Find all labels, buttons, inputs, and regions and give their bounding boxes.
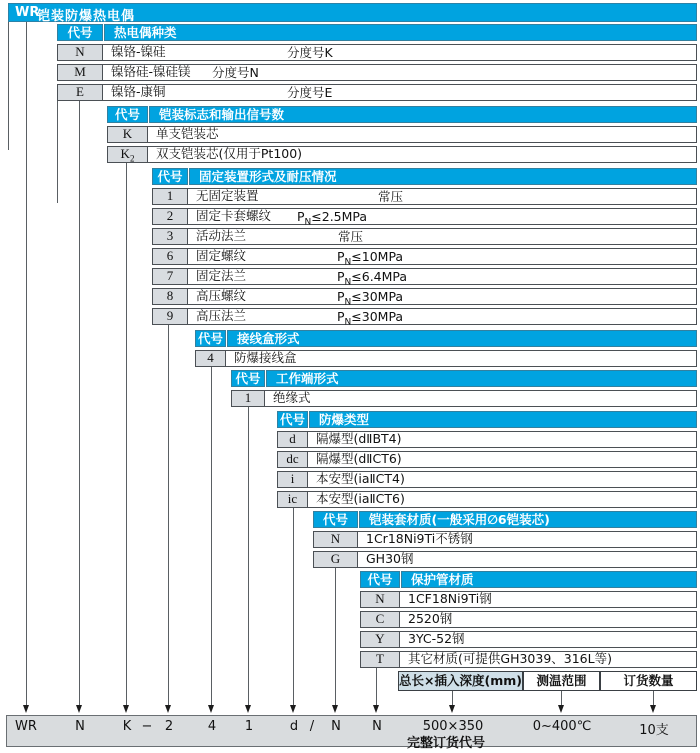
- connector-line: [248, 407, 249, 705]
- description-text: 镍铬-镍硅: [111, 44, 166, 59]
- description-text: 固定螺纹: [196, 248, 247, 263]
- code-cell: T: [360, 651, 400, 668]
- chart-header-band: [8, 3, 697, 22]
- description-text: 绝缘式: [273, 390, 311, 405]
- table-title: 保护管材质: [401, 571, 697, 588]
- code-cell: E: [57, 84, 103, 101]
- description-text: 镍铬-康铜: [111, 84, 166, 99]
- pressure-or-grade-note: $P_N\le 10MPa$: [337, 249, 404, 268]
- code-cell: 8: [152, 288, 188, 305]
- pressure-or-grade-note: $P_N\le 6.4MPa$: [337, 269, 408, 288]
- description-cell: [307, 491, 697, 508]
- description-text: 隔爆型(dⅡCT6): [316, 451, 402, 466]
- code-column-header: 代号: [195, 330, 226, 347]
- arrowhead-icon: [23, 705, 29, 713]
- connector-line: [452, 691, 453, 705]
- code-cell: 9: [152, 308, 188, 325]
- code-column-header: 代号: [152, 168, 188, 185]
- order-code-value: 0~400℃: [532, 719, 592, 734]
- connector-line: [293, 508, 294, 705]
- code-cell: 1: [152, 188, 188, 205]
- description-cell: [102, 44, 697, 61]
- order-code-value: 500×350: [422, 719, 484, 734]
- description-cell: [187, 208, 697, 228]
- code-cell: 6: [152, 248, 188, 265]
- code-cell: N: [57, 44, 103, 61]
- description-text: 1Cr18Ni9Ti不锈钢: [366, 531, 473, 546]
- order-code-value: N: [75, 719, 85, 734]
- description-cell: [264, 390, 697, 407]
- order-code-value: K: [122, 719, 132, 734]
- code-column-header: 代号: [360, 571, 400, 588]
- description-cell: [399, 591, 697, 608]
- pressure-or-grade-note: 常压: [378, 189, 404, 204]
- model-prefix: WR: [15, 5, 40, 20]
- code-column-header: 代号: [277, 411, 308, 428]
- pressure-or-grade-note: $P_N\le 30MPa$: [337, 309, 404, 328]
- pressure-or-grade-note: 分度号E: [287, 85, 333, 100]
- order-code-value: 1: [244, 719, 254, 734]
- pressure-or-grade-note: 常压: [338, 229, 364, 244]
- order-code-value: 10支: [639, 723, 669, 738]
- description-text: 双支铠装芯(仅用于Pt100): [156, 146, 303, 161]
- order-code-value: −: [141, 719, 153, 734]
- description-text: 其它材质(可提供GH3039、316L等): [408, 651, 612, 666]
- description-cell: [357, 531, 697, 548]
- description-text: 固定法兰: [196, 268, 247, 283]
- description-text: 活动法兰: [196, 228, 247, 243]
- table-title: 热电偶种类: [104, 24, 697, 41]
- order-example-row: [6, 715, 697, 751]
- connector-line: [26, 22, 27, 705]
- code-column-header: 代号: [57, 24, 103, 41]
- arrowhead-icon: [558, 705, 564, 713]
- description-cell: [307, 431, 697, 448]
- pressure-or-grade-note: $P_N\le 30MPa$: [337, 289, 404, 308]
- table-title: 固定装置形式及耐压情况: [189, 168, 697, 185]
- code-cell: d: [277, 431, 308, 448]
- code-cell: 7: [152, 268, 188, 285]
- description-text: 本安型(iaⅡCT4): [316, 471, 405, 486]
- connector-line: [653, 691, 654, 705]
- code-cell: M: [57, 64, 103, 81]
- order-code-value: 4: [207, 719, 217, 734]
- code-cell: Y: [360, 631, 400, 648]
- description-cell: [187, 288, 697, 308]
- description-cell: [399, 631, 697, 648]
- description-text: 无固定装置: [196, 188, 259, 203]
- chart-title: 铠装防爆热电偶: [37, 9, 136, 24]
- arrowhead-icon: [165, 705, 171, 713]
- code-cell: dc: [277, 451, 308, 468]
- connector-line: [211, 367, 212, 705]
- order-code-value: /: [309, 719, 315, 734]
- code-column-header: 代号: [313, 511, 358, 528]
- connector-line: [126, 163, 127, 705]
- pressure-or-grade-note: 分度号N: [212, 65, 259, 80]
- description-cell: [225, 350, 697, 367]
- code-cell: 4: [195, 350, 226, 367]
- description-text: 高压法兰: [196, 308, 247, 323]
- code-column-header: 代号: [231, 370, 265, 387]
- table-title: 工作端形式: [266, 370, 697, 387]
- arrowhead-icon: [650, 705, 656, 713]
- description-text: 镍铬硅-镍硅镁: [111, 64, 191, 79]
- code-cell: K: [107, 126, 148, 143]
- description-cell: [102, 84, 697, 101]
- description-text: 固定卡套螺纹: [196, 208, 272, 223]
- description-cell: [187, 248, 697, 268]
- arrowhead-icon: [290, 705, 296, 713]
- connector-line: [561, 691, 562, 705]
- arrowhead-icon: [245, 705, 251, 713]
- arrowhead-icon: [76, 705, 82, 713]
- code-column-header: 代号: [107, 106, 148, 123]
- arrowhead-icon: [373, 705, 379, 713]
- order-code-value: d: [289, 719, 299, 734]
- code-cell: C: [360, 611, 400, 628]
- description-cell: [307, 451, 697, 468]
- description-text: GH30钢: [366, 551, 414, 566]
- order-code-value: 2: [164, 719, 174, 734]
- code-cell: 2: [152, 208, 188, 225]
- code-cell: N: [360, 591, 400, 608]
- description-cell: [147, 126, 697, 143]
- spec-label-cell: 测温范围: [523, 671, 600, 691]
- description-cell: [187, 308, 697, 328]
- arrowhead-icon: [123, 705, 129, 713]
- description-text: 隔爆型(dⅡBT4): [316, 431, 402, 446]
- order-code-value: N: [331, 719, 341, 734]
- table-title: 接线盒形式: [227, 330, 697, 347]
- description-cell: [187, 268, 697, 288]
- description-cell: [307, 471, 697, 488]
- description-text: 2520钢: [408, 611, 453, 626]
- table-title: 铠装标志和输出信号数: [149, 106, 697, 123]
- code-cell: N: [313, 531, 358, 548]
- description-cell: [187, 228, 697, 245]
- description-cell: [399, 611, 697, 628]
- code-cell: i: [277, 471, 308, 488]
- code-cell: 3: [152, 228, 188, 245]
- connector-line: [79, 101, 80, 705]
- description-cell: [399, 651, 697, 668]
- arrowhead-icon: [208, 705, 214, 713]
- spec-label-cell: 总长×插入深度(mm): [398, 671, 523, 691]
- arrowhead-icon: [449, 705, 455, 713]
- description-text: 防爆接线盒: [234, 350, 297, 365]
- arrowhead-icon: [332, 705, 338, 713]
- code-cell: 1: [231, 390, 265, 407]
- description-text: 单支铠装芯: [156, 126, 219, 141]
- code-cell: ic: [277, 491, 308, 508]
- description-text: 1CF18Ni9Ti钢: [408, 591, 492, 606]
- pressure-or-grade-note: 分度号K: [287, 45, 333, 60]
- bracket-line: [57, 101, 58, 203]
- connector-line: [168, 325, 169, 705]
- order-code-value: WR: [15, 719, 37, 734]
- table-title: 铠装套材质(一般采用∅6铠装芯): [359, 511, 697, 528]
- description-text: 高压螺纹: [196, 288, 247, 303]
- code-cell: $K_2$: [107, 146, 148, 163]
- order-caption: 完整订货代号: [406, 736, 486, 751]
- description-cell: [187, 188, 697, 205]
- description-text: 本安型(iaⅡCT6): [316, 491, 405, 506]
- table-title: 防爆类型: [309, 411, 697, 428]
- code-cell: G: [313, 551, 358, 568]
- description-text: 3YC-52钢: [408, 631, 465, 646]
- description-cell: [102, 64, 697, 81]
- description-cell: [357, 551, 697, 568]
- connector-line: [335, 568, 336, 705]
- order-code-value: N: [372, 719, 382, 734]
- connector-line: [376, 668, 377, 705]
- spec-label-cell: 订货数量: [600, 671, 697, 691]
- pressure-or-grade-note: $P_N\le 2.5MPa$: [297, 209, 368, 228]
- bracket-line: [8, 22, 9, 150]
- description-cell: [147, 146, 697, 163]
